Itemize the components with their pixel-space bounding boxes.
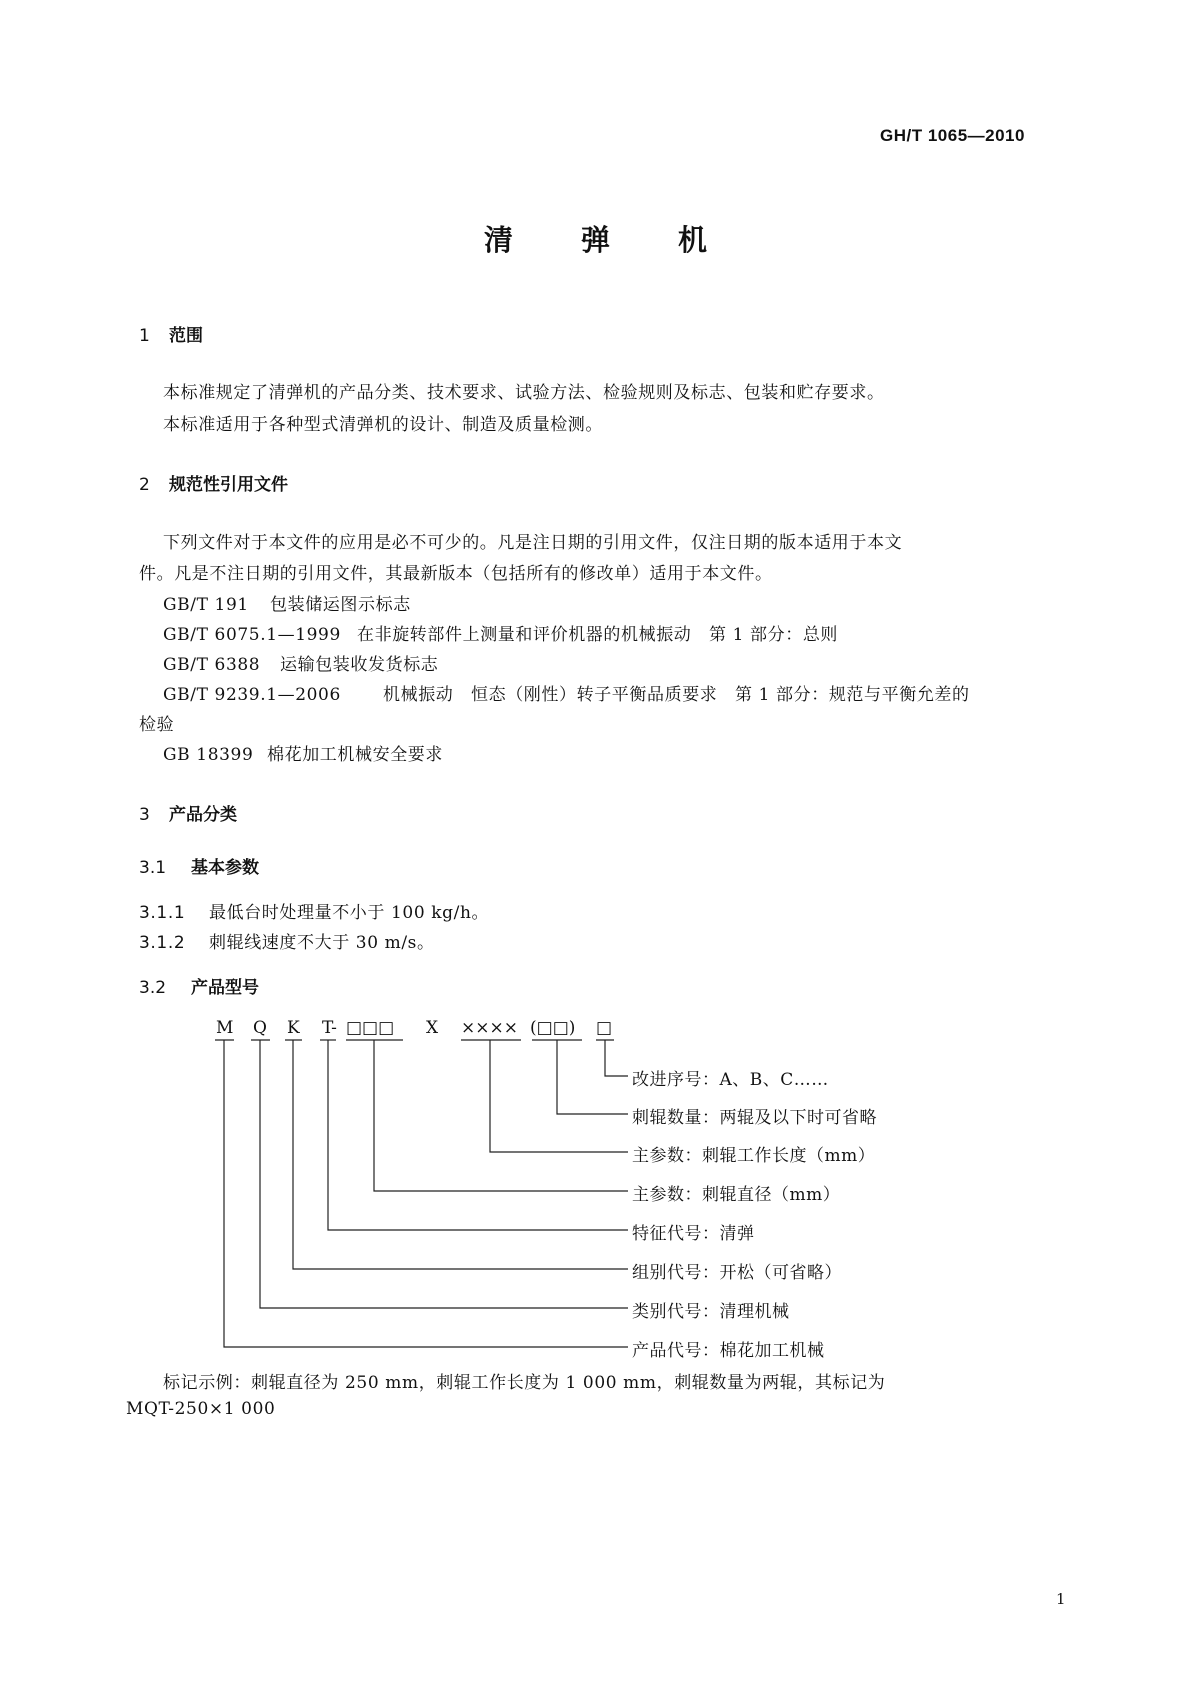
code-label: 主参数：刺辊直径（mm） — [632, 1185, 841, 1205]
section-number: 2 — [139, 475, 150, 495]
paragraph: 件。凡是不注日期的引用文件，其最新版本（包括所有的修改单）适用于本文件。 — [139, 564, 773, 584]
code-part-t: T- — [322, 1018, 337, 1038]
code-part-length: ×××× — [461, 1018, 518, 1038]
marking-example-code: MQT-250×1 000 — [126, 1399, 276, 1419]
clause-text: 刺辊线速度不大于 30 m/s。 — [209, 933, 435, 953]
section-number: 3 — [139, 805, 150, 825]
code-label: 刺辊数量：两辊及以下时可省略 — [632, 1108, 877, 1128]
section-number: 1 — [139, 326, 150, 346]
code-part-q: Q — [253, 1018, 267, 1038]
title-char: 清 — [483, 223, 513, 257]
section-title: 规范性引用文件 — [169, 475, 288, 495]
title-char: 弹 — [580, 223, 610, 257]
code-part-k: K — [287, 1018, 300, 1038]
reference-code: GB/T 9239.1—2006 — [163, 685, 341, 705]
reference-title: 在非旋转部件上测量和评价机器的机械振动 第 1 部分：总则 — [357, 625, 839, 645]
leader-line — [374, 1040, 628, 1191]
standard-number: GH/T 1065—2010 — [880, 126, 1025, 145]
code-label: 类别代号：清理机械 — [632, 1302, 790, 1322]
leader-line — [557, 1040, 628, 1114]
reference-code: GB/T 6075.1—1999 — [163, 625, 341, 645]
leader-line — [224, 1040, 628, 1347]
reference-title: 包装储运图示标志 — [270, 595, 411, 615]
code-label: 特征代号：清弹 — [632, 1224, 755, 1244]
leader-line — [490, 1040, 628, 1152]
code-part-roller-count: (□□) — [530, 1018, 576, 1038]
reference-code: GB/T 191 — [163, 595, 249, 615]
clause-number: 3.1.2 — [139, 933, 186, 953]
section-title: 基本参数 — [191, 858, 259, 878]
code-part-diameter: □□□ — [346, 1018, 395, 1038]
code-label: 组别代号：开松（可省略） — [632, 1263, 842, 1283]
reference-code: GB 18399 — [163, 745, 254, 765]
reference-title: 机械振动 恒态（刚性）转子平衡品质要求 第 1 部分：规范与平衡允差的 — [383, 685, 970, 705]
title-char: 机 — [678, 223, 708, 257]
reference-title: 棉花加工机械安全要求 — [267, 745, 443, 765]
code-label: 主参数：刺辊工作长度（mm） — [632, 1146, 876, 1166]
reference-code: GB/T 6388 — [163, 655, 261, 675]
page-number: 1 — [1056, 1590, 1066, 1608]
code-part-m: M — [216, 1018, 234, 1038]
reference-continuation: 检验 — [139, 715, 175, 735]
section-number: 3.1 — [139, 858, 167, 878]
clause-text: 最低台时处理量不小于 100 kg/h。 — [209, 903, 490, 923]
paragraph: 下列文件对于本文件的应用是必不可少的。凡是注日期的引用文件，仅注日期的版本适用于本文 — [163, 533, 903, 553]
clause-number: 3.1.1 — [139, 903, 186, 923]
code-part-x: X — [426, 1018, 439, 1038]
code-part-revision: □ — [596, 1018, 613, 1038]
marking-example: 标记示例：刺辊直径为 250 mm，刺辊工作长度为 1 000 mm，刺辊数量为两辊，其标记为 — [163, 1373, 886, 1393]
reference-title: 运输包装收发货标志 — [280, 655, 439, 675]
leader-line — [605, 1040, 628, 1076]
code-label: 产品代号：棉花加工机械 — [632, 1341, 825, 1361]
section-number: 3.2 — [139, 978, 167, 998]
section-title: 产品型号 — [191, 978, 259, 998]
section-title: 产品分类 — [169, 805, 237, 825]
code-label: 改进序号：A、B、C…… — [632, 1070, 829, 1090]
section-title: 范围 — [169, 326, 203, 346]
leader-line — [260, 1040, 628, 1308]
leader-line — [328, 1040, 628, 1230]
leader-line — [293, 1040, 628, 1269]
paragraph: 本标准规定了清弹机的产品分类、技术要求、试验方法、检验规则及标志、包装和贮存要求。 — [163, 383, 885, 403]
paragraph: 本标准适用于各种型式清弹机的设计、制造及质量检测。 — [163, 415, 603, 435]
